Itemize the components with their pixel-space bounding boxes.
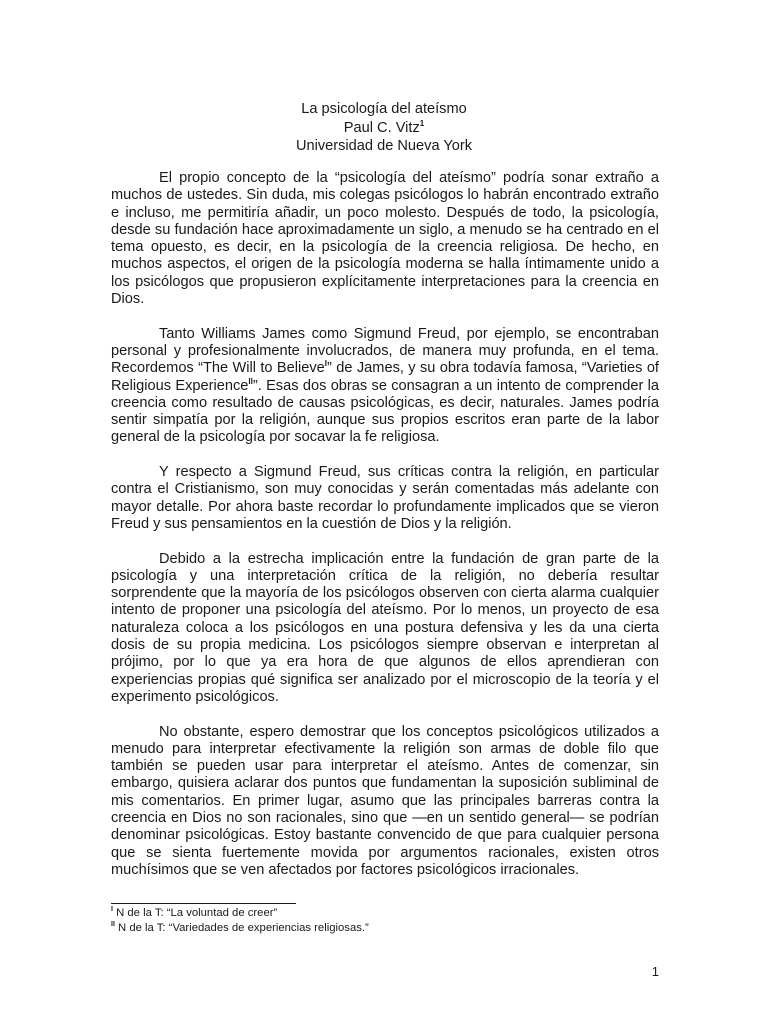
footnote-2-text: N de la T: “Variedades de experiencias religiosas.” [114,921,369,934]
document-body [111,170,659,896]
footnote-ref-2: II [248,376,253,386]
document-header [0,100,768,156]
paragraph-4: Debido a la estrecha implicación entre la fundación de gran parte de la psicología y una interpretación crítica de la religión, no debería resultar sorprendente que la mayoría de los psicólogos observen con cierta alarma cualquier intento de proponer una psicología del ateísmo. Por lo menos, un proyecto de esa naturaleza coloca a los psicólogos en una postura defensiva y les da una cierta dosis de su propia medicina. Los psicólogos siempre observan e interpretan al prójimo, por lo que ya era hora de que algunos de ellos aprendieran con experiencias propias qué significa ser analizado por el microscopio de la teoría y el experimento psicológicos. [111,550,659,705]
page-number: 1 [651,964,659,979]
footnote-2-marker: II [111,920,115,928]
paragraph-2-text-b: ” de James, y su obra todavía famosa, “Varieties of Religious Experience [111,360,659,394]
footnote-1-marker: I [111,906,113,914]
document-affiliation: Universidad de Nueva York [295,138,473,154]
footnote-1-text: N de la T: “La voluntad de creer” [112,907,278,919]
footnote-separator [111,903,296,904]
document-author [0,119,768,138]
footnote-ref-1: I [324,359,328,369]
author-name: Paul C. Vitz [343,119,420,136]
paragraph-2-text-c: ”. Esas dos obras se consagran a un intento de comprender la creencia como resultado de causas psicológicas, es decir, naturales. James podría sentir simpatía por la religión, aunque sus propios escritos eran parte de la labor general de la psicología por socavar la fe religiosa. [111,377,659,446]
paragraph-1: El propio concepto de la “psicología del ateísmo” podría sonar extraño a muchos de ustedes. Sin duda, mis colegas psicólogos lo habrán encontrado extraño e incluso, me permitiría añadir, un poco molesto. Después de todo, la psicología, desde su fundación hace aproximadamente un siglo, a menudo se ha centrado en el tema opuesto, es decir, en la psicología de la creencia religiosa. De hecho, en muchos aspectos, el origen de la psicología moderna se halla íntimamente unido a los psicólogos que propusieron explícitamente interpretaciones para la creencia en Dios. [111,170,659,308]
paragraph-2 [111,326,659,447]
paragraph-5: No obstante, espero demostrar que los conceptos psicológicos utilizados a menudo para interpretar efectivamente la religión son armas de doble filo que también se pueden usar para interpretar el ateísmo. Antes de comenzar, sin embargo, quisiera aclarar dos puntos que fundamentan la suposición subliminal de mis comentarios. En primer lugar, asumo que las principales barreras contra la creencia en Dios no son racionales, sino que —en un sentido general— se podrían denominar psicológicas. Estoy bastante convencido de que para cualquier persona que se sienta fuertemente movida por argumentos racionales, existen otros muchísimos que se ven afectados por factores psicológicos irracionales. [111,723,659,878]
document-title: La psicología del ateísmo [301,101,467,117]
footnote-2 [111,921,659,936]
footnote-1 [111,906,659,921]
paragraph-2-text-a: Tanto Williams James como Sigmund Freud, por ejemplo, se encontraban personal y profesionalmente involucrados, de manera muy profunda, en el tema. Recordemos “The Will to Believe [111,325,659,377]
author-note-marker: 1 [419,118,425,128]
footnotes [111,906,659,935]
paragraph-3: Y respecto a Sigmund Freud, sus críticas contra la religión, en particular contra el Cristianismo, son muy conocidas y serán comentadas más adelante con mayor detalle. Por ahora baste recordar lo profundamente implicados que se vieron Freud y sus pensamientos en la cuestión de Dios y la religión. [111,464,659,532]
